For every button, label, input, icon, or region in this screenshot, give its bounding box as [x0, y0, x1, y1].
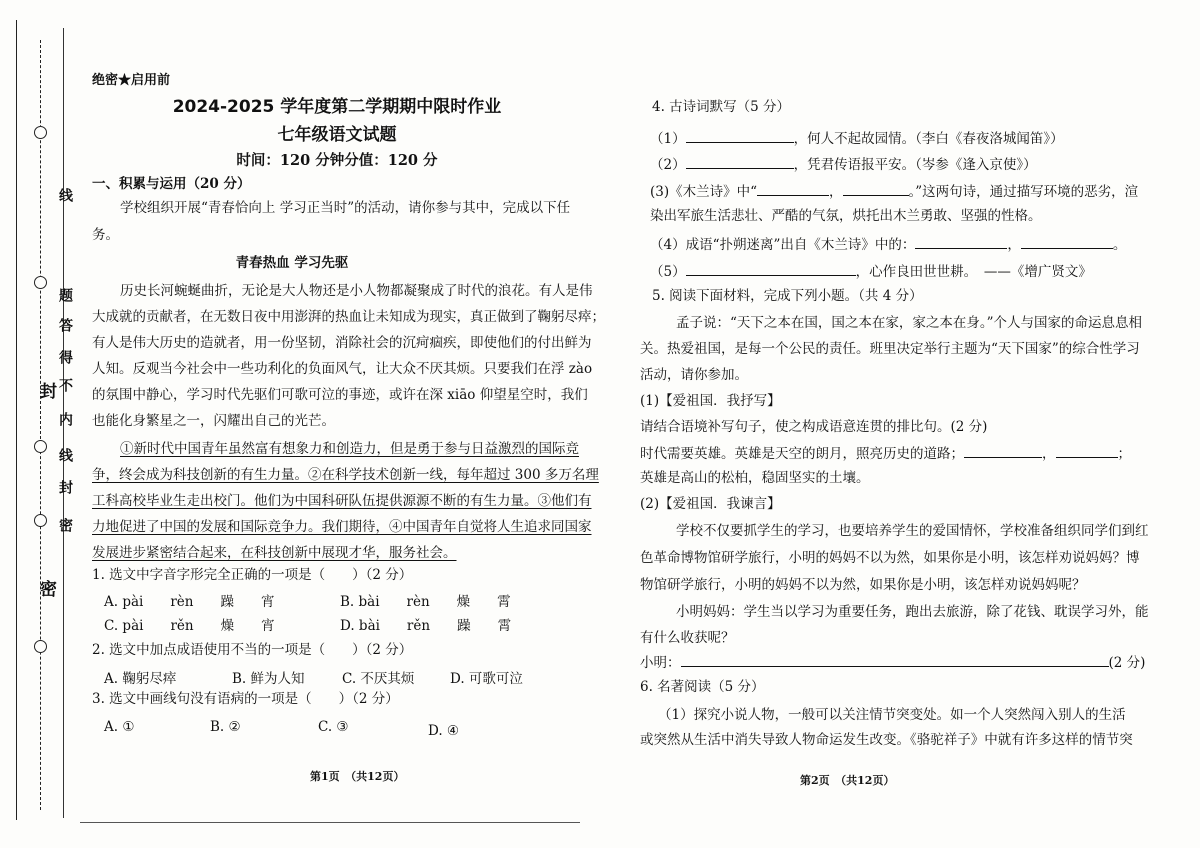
poem-line: (3)《木兰诗》中“ ， 。”这两句诗，通过描写环境的恶劣，渲	[650, 181, 1138, 201]
option: B. ②	[210, 719, 241, 735]
question-6: 6. 名著阅读（5 分）	[640, 679, 765, 695]
binding-char: 得	[57, 350, 73, 364]
option: A. pài rèn 躁 宵	[104, 594, 275, 610]
dialogue-line: 有什么收获呢？	[640, 630, 735, 646]
binding-char: 答	[57, 318, 73, 332]
question-4: 4. 古诗词默写（5 分）	[652, 99, 791, 115]
answer-blank[interactable]	[915, 234, 1007, 249]
binding-dashed-line	[40, 40, 41, 810]
binding-edge-line	[16, 20, 17, 820]
passage-line: 有人是伟大历史的造就者，用一份坚韧，消除社会的沉疴痼疾，即使他们的付出鲜为	[92, 335, 592, 351]
option: A. ①	[104, 719, 135, 735]
binding-char: 不	[57, 378, 73, 392]
question-3: 3. 选文中画线句没有语病的一项是（ ）（2 分）	[92, 691, 399, 707]
material-line: 孟子说：“天下之本在国，国之本在家，家之本在身。”个人与国家的命运息息相	[676, 315, 1143, 331]
option: C. pài rěn 燥 宵	[104, 618, 275, 634]
passage-line: 人知。反观当今社会中一些功利化的负面风气，让大众不厌其烦。只要我们在浮 zào	[92, 361, 593, 377]
secret-label: 绝密★启用前	[92, 73, 171, 88]
binding-char: 线	[57, 448, 73, 462]
time-score: 时间：120 分钟分值：120 分	[236, 152, 438, 169]
option: D. 可歌可泣	[450, 671, 523, 687]
binding-char: 内	[57, 412, 73, 426]
dialogue-line: 小明妈妈：学生当以学习为重要任务，跑出去旅游，除了花钱、耽误学习外，能	[676, 604, 1149, 620]
exam-title: 2024-2025 学年度第二学期期中限时作业	[172, 97, 502, 117]
intro-line: 学校组织开展“青春恰向上 学习正当时”的活动，请你参与其中，完成以下任	[120, 200, 571, 216]
binding-hole-icon	[34, 276, 47, 289]
q6-line: 或突然从生活中消失导致人物命运发生改变。《骆驼祥子》中就有许多这样的情节突	[640, 732, 1133, 748]
answer-blank[interactable]	[1056, 443, 1118, 458]
binding-hole-icon	[34, 640, 47, 653]
binding-char: 题	[57, 288, 73, 302]
answer-blank[interactable]	[1021, 234, 1113, 249]
question-2: 2. 选文中加点成语使用不当的一项是（ ）（2 分）	[92, 642, 413, 658]
passage-title: 青春热血 学习先驱	[235, 255, 349, 271]
q6-line: （1）探究小说人物，一般可以关注情节突变处。如一个人突然闯入别人的生活	[658, 707, 1126, 723]
answer-blank[interactable]	[681, 652, 1109, 667]
underlined-line: ①新时代中国青年虽然富有想象力和创造力，但是勇于参与日益激烈的国际竞	[120, 441, 579, 457]
underlined-line: 发展进步紧密结合起来，在科技创新中展现才华，服务社会。	[92, 545, 457, 561]
question-1: 1. 选文中字音字形完全正确的一项是（ ）（2 分）	[92, 567, 413, 583]
poem-line: （1） ，何人不起故园情。（李白《春夜洛城闻笛》）	[650, 128, 1064, 148]
poem-line: （2） ，凭君传语报平安。（岑参《逢入京使》）	[650, 154, 1037, 174]
option: D. ④	[428, 723, 460, 739]
question-5: 5. 阅读下面材料，完成下列小题。（共 4 分）	[652, 288, 923, 304]
passage-line: 的氛围中静心，学习时代先驱们可歌可泣的事迹，或许在深 xiāo 仰望星空时，我们	[92, 387, 588, 403]
answer-blank[interactable]	[686, 261, 856, 276]
scenario-line: 色革命博物馆研学旅行，小明的妈妈不以为然，如果你是小明，该怎样劝说妈妈？博	[640, 550, 1140, 566]
answer-blank[interactable]	[686, 128, 794, 143]
binding-char: 密	[57, 518, 73, 532]
material-line: 活动，请你参加。	[640, 367, 748, 383]
underlined-line: 争，终会成为科技创新的有生力量。②在科学技术创新一线，每年超过 300 多万名理	[92, 467, 599, 483]
scenario-line: 学校不仅要抓学生的学习，也要培养学生的爱国情怀，学校准备组织同学们到红	[676, 523, 1149, 539]
binding-char: 线	[57, 188, 73, 202]
poem-line: （4）成语“扑朔迷离”出自《木兰诗》中的： ， 。	[650, 234, 1126, 254]
material-line: 关。热爱祖国，是每一个公民的责任。班里决定举行主题为“天下国家”的综合性学习	[640, 341, 1140, 357]
subquestion-instruction: 请结合语境补写句子，使之构成语意连贯的排比句。(2 分)	[640, 419, 988, 435]
subquestion-heading: (2)【爱祖国．我谏言】	[640, 496, 781, 512]
option: C. ③	[318, 719, 349, 735]
binding-hole-icon	[34, 514, 47, 527]
option: B. 鲜为人知	[232, 671, 305, 687]
exam-subtitle: 七年级语文试题	[277, 125, 397, 145]
underlined-line: 工科高校毕业生走出校门。他们为中国科研队伍提供源源不断的有生力量。③他们有	[92, 493, 592, 509]
page-footer: 第2页 （共12页）	[800, 774, 895, 787]
parallel-line: 英雄是高山的松柏，稳固坚实的土壤。	[640, 470, 870, 486]
scenario-line: 物馆研学旅行，小明的妈妈不以为然，如果你是小明，该怎样劝说妈妈呢？	[640, 577, 1086, 593]
binding-hole-icon	[34, 126, 47, 139]
parallel-line: 时代需要英雄。英雄是天空的朗月，照亮历史的道路； ， ；	[640, 443, 1131, 463]
passage-line: 历史长河蜿蜒曲折，无论是大人物还是小人物都凝聚成了时代的浪花。有人是伟	[120, 283, 593, 299]
poem-line: 染出军旅生活悲壮、严酷的气氛，烘托出木兰勇敢、坚强的性格。	[650, 208, 1042, 224]
binding-margin	[0, 0, 80, 848]
answer-blank[interactable]	[964, 443, 1042, 458]
option: B. bài rèn 燥 霄	[340, 594, 511, 610]
passage-line: 也能化身繁星之一，闪耀出自己的光芒。	[92, 413, 335, 429]
page-footer: 第1页 （共12页）	[310, 770, 405, 783]
underlined-line: 力地促进了中国的发展和国际竞争力。我们期待，④中国青年自觉将人生追求同国家	[92, 519, 592, 535]
option: A. 鞠躬尽瘁	[104, 671, 177, 687]
binding-char: 密	[36, 580, 56, 597]
passage-line: 大成就的贡献者，在无数日夜中用澎湃的热血让未知成为现实，真正做到了鞠躬尽瘁；	[92, 309, 605, 325]
option: D. bài rěn 躁 霄	[340, 618, 512, 634]
bottom-rule	[80, 822, 580, 823]
binding-char: 封	[36, 382, 56, 399]
answer-blank[interactable]	[843, 181, 909, 196]
answer-blank[interactable]	[686, 154, 794, 169]
binding-hole-icon	[34, 440, 47, 453]
answer-line: 小明： (2 分)	[640, 652, 1145, 672]
option: C. 不厌其烦	[342, 671, 415, 687]
subquestion-heading: (1)【爱祖国．我抒写】	[640, 393, 781, 409]
intro-line: 务。	[92, 227, 119, 243]
poem-line: （5） ，心作良田世世耕。 ——《增广贤文》	[650, 261, 1092, 281]
binding-char: 封	[57, 480, 73, 494]
section-heading: 一、积累与运用（20 分）	[92, 176, 251, 192]
answer-blank[interactable]	[757, 181, 829, 196]
